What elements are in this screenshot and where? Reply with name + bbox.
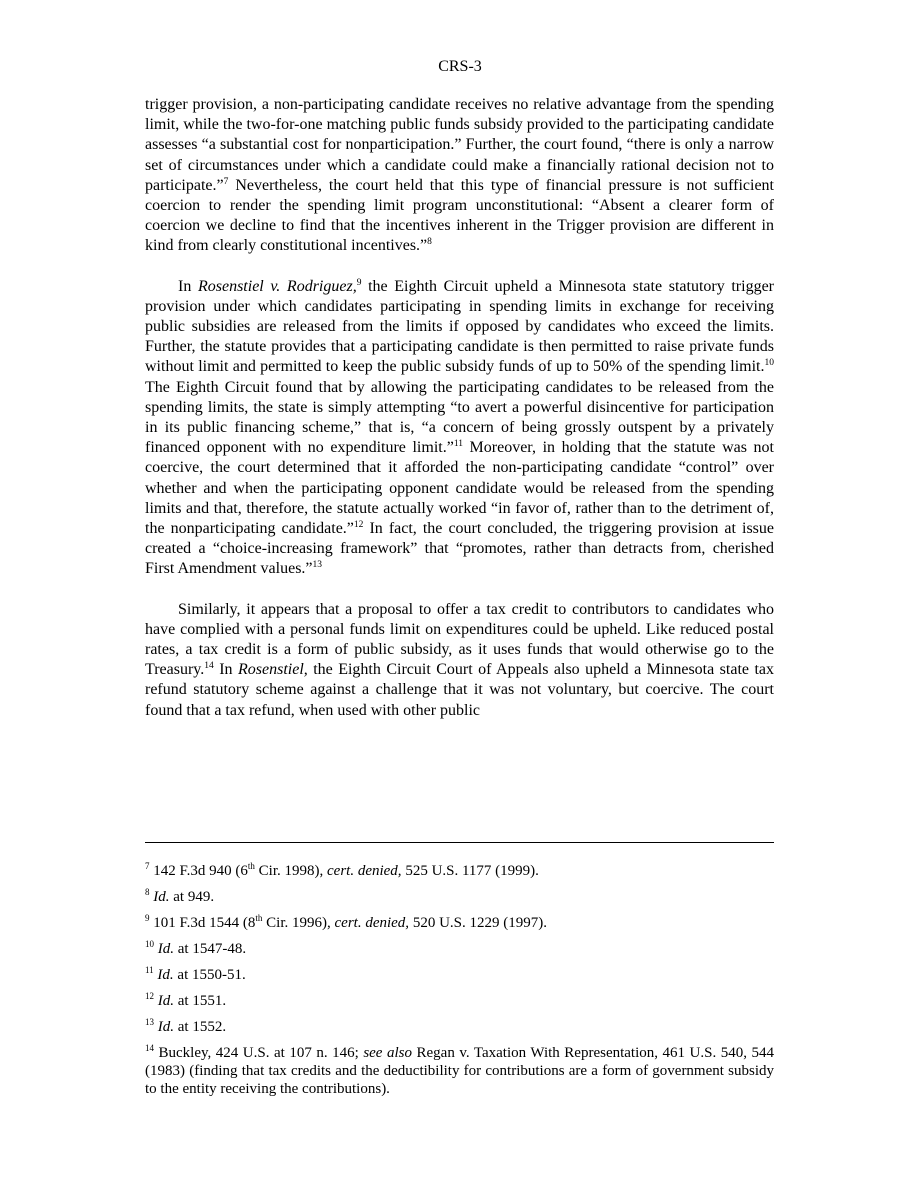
- footnote-number: 11: [145, 965, 154, 975]
- paragraph-text: Similarly, it appears that a proposal to offer a tax credit to contributors to candidates who have complied with a personal funds limit on expenditures could be upheld. Like reduced postal rates, a tax credit is a form of public subsidy, as it uses funds that would otherwise go to the Treasury.: [145, 600, 774, 679]
- body-text: [145, 95, 774, 721]
- footnote-divider: [145, 842, 774, 843]
- footnote-italic: Id.: [157, 1019, 174, 1035]
- footnote-text: Cir. 1998),: [254, 863, 327, 879]
- footnote-text: Regan v. Taxation With Representation, 461 U.S. 540, 544 (1983) (finding that tax credits and the deductibility for contributions are a form of government subsidy to the entity receiving the contributions).: [145, 1045, 774, 1097]
- footnote-text: 101 F.3d 1544 (8: [149, 915, 256, 931]
- paragraph-1: [145, 95, 774, 257]
- ordinal-suffix: th: [255, 913, 263, 923]
- paragraph-text: the Eighth Circuit Court of Appeals also upheld a Minnesota state tax refund statutory scheme against a challenge that it was not voluntary, but coercive. The court found that a tax refund, when used with other public: [145, 661, 774, 719]
- footnote-italic: cert. denied,: [327, 863, 402, 879]
- footnote-8: [145, 888, 774, 906]
- footnote-italic: Id.: [157, 993, 174, 1009]
- footnote-ref-12: 12: [353, 520, 364, 531]
- footnotes: [145, 862, 774, 1106]
- footnote-14: [145, 1044, 774, 1098]
- footnote-number: 13: [145, 1017, 154, 1027]
- footnote-italic: see also: [363, 1045, 412, 1061]
- footnote-text: 525 U.S. 1177 (1999).: [401, 863, 539, 879]
- paragraph-2: [145, 277, 774, 580]
- paragraph-text: trigger provision, a non-participating candidate receives no relative advantage from the spending limit, while the two-for-one matching public funds subsidy provided to the participating candidate assesses “a substantial cost for nonparticipation.” Further, the court found, “there is only a narrow set of circumstances under which a candidate could make a financially rational decision not to participate.”: [145, 96, 774, 194]
- footnote-ref-11: 11: [453, 439, 463, 450]
- paragraph-text: In: [178, 277, 198, 295]
- footnote-text: at 1552.: [174, 1019, 227, 1035]
- footnote-italic: Id.: [153, 889, 170, 905]
- footnote-ref-8: 8: [427, 237, 432, 248]
- footnote-10: [145, 940, 774, 958]
- footnote-13: [145, 1018, 774, 1036]
- footnote-text: at 1550-51.: [173, 967, 246, 983]
- case-name: Rosenstiel v. Rodriguez,: [197, 277, 357, 295]
- paragraph-3: [145, 600, 774, 721]
- case-name: Rosenstiel,: [238, 661, 308, 679]
- footnote-text: 142 F.3d 940 (6: [149, 863, 248, 879]
- footnote-ref-7: 7: [223, 176, 229, 187]
- footnote-ref-9: 9: [356, 277, 362, 288]
- footnote-italic: Id.: [157, 941, 174, 957]
- footnote-number: 8: [145, 887, 150, 897]
- footnote-number: 7: [145, 861, 150, 871]
- footnote-text: 520 U.S. 1229 (1997).: [409, 915, 547, 931]
- paragraph-text: the Eighth Circuit upheld a Minnesota state statutory trigger provision under which candidates participating in spending limits in exchange for receiving public subsidies are released from the limits if opposed by candidates who exceed the limits. Further, the statute provides that a participating candidate is then permitted to raise private funds without limit and permitted to keep the public subsidy funds of up to 50% of the spending limit.: [145, 277, 774, 376]
- footnote-11: [145, 966, 774, 984]
- footnote-ref-13: 13: [312, 560, 323, 571]
- page-label: CRS-3: [438, 58, 482, 75]
- footnote-text: at 949.: [169, 889, 215, 905]
- paragraph-text: In: [213, 661, 238, 679]
- footnote-text: Buckley, 424 U.S. at 107 n. 146;: [154, 1045, 364, 1061]
- paragraph-text: Nevertheless, the court held that this type of financial pressure is not sufficient coercion to render the spending limit program unconstitutional: “Absent a clearer form of coercion we decline to find that the incentives inherent in the Trigger provision are different in kind from clearly constitutional incentives.”: [145, 176, 774, 255]
- footnote-ref-14: 14: [204, 661, 214, 672]
- footnote-text: at 1551.: [174, 993, 227, 1009]
- footnote-text: at 1547-48.: [174, 941, 247, 957]
- paragraph-text: The Eighth Circuit found that by allowing the participating candidates to be released from the spending limits, the state is simply attempting “to avert a powerful disincentive for participation in its public financing scheme,” that is, “a concern of being grossly outspent by a privately financed opponent with no expenditure limit.”: [145, 378, 774, 457]
- ordinal-suffix: th: [247, 861, 255, 871]
- paragraph-text: Moreover, in holding that the statute was not coercive, the court determined that it afforded the non-participating candidate “control” over whether and when the participating opponent candidate would be released from the spending limits and that, therefore, the statute actually worked “in favor of, rather than to the detriment of, the nonparticipating candidate.”: [145, 439, 774, 538]
- footnote-number: 14: [145, 1043, 154, 1053]
- footnote-7: [145, 862, 774, 880]
- footnote-ref-10: 10: [764, 358, 774, 369]
- paragraph-text: In fact, the court concluded, the triggering provision at issue created a “choice-increasing framework” that “promotes, rather than detracts from, cherished First Amendment values.”: [145, 520, 774, 578]
- footnote-italic: cert. denied,: [334, 915, 410, 931]
- footnote-12: [145, 992, 774, 1010]
- footnote-text: Cir. 1996),: [262, 915, 335, 931]
- page-header: [0, 57, 920, 77]
- footnote-number: 12: [145, 991, 154, 1001]
- footnote-number: 10: [145, 939, 154, 949]
- footnote-number: 9: [145, 913, 150, 923]
- footnote-italic: Id.: [157, 967, 174, 983]
- footnote-9: [145, 914, 774, 932]
